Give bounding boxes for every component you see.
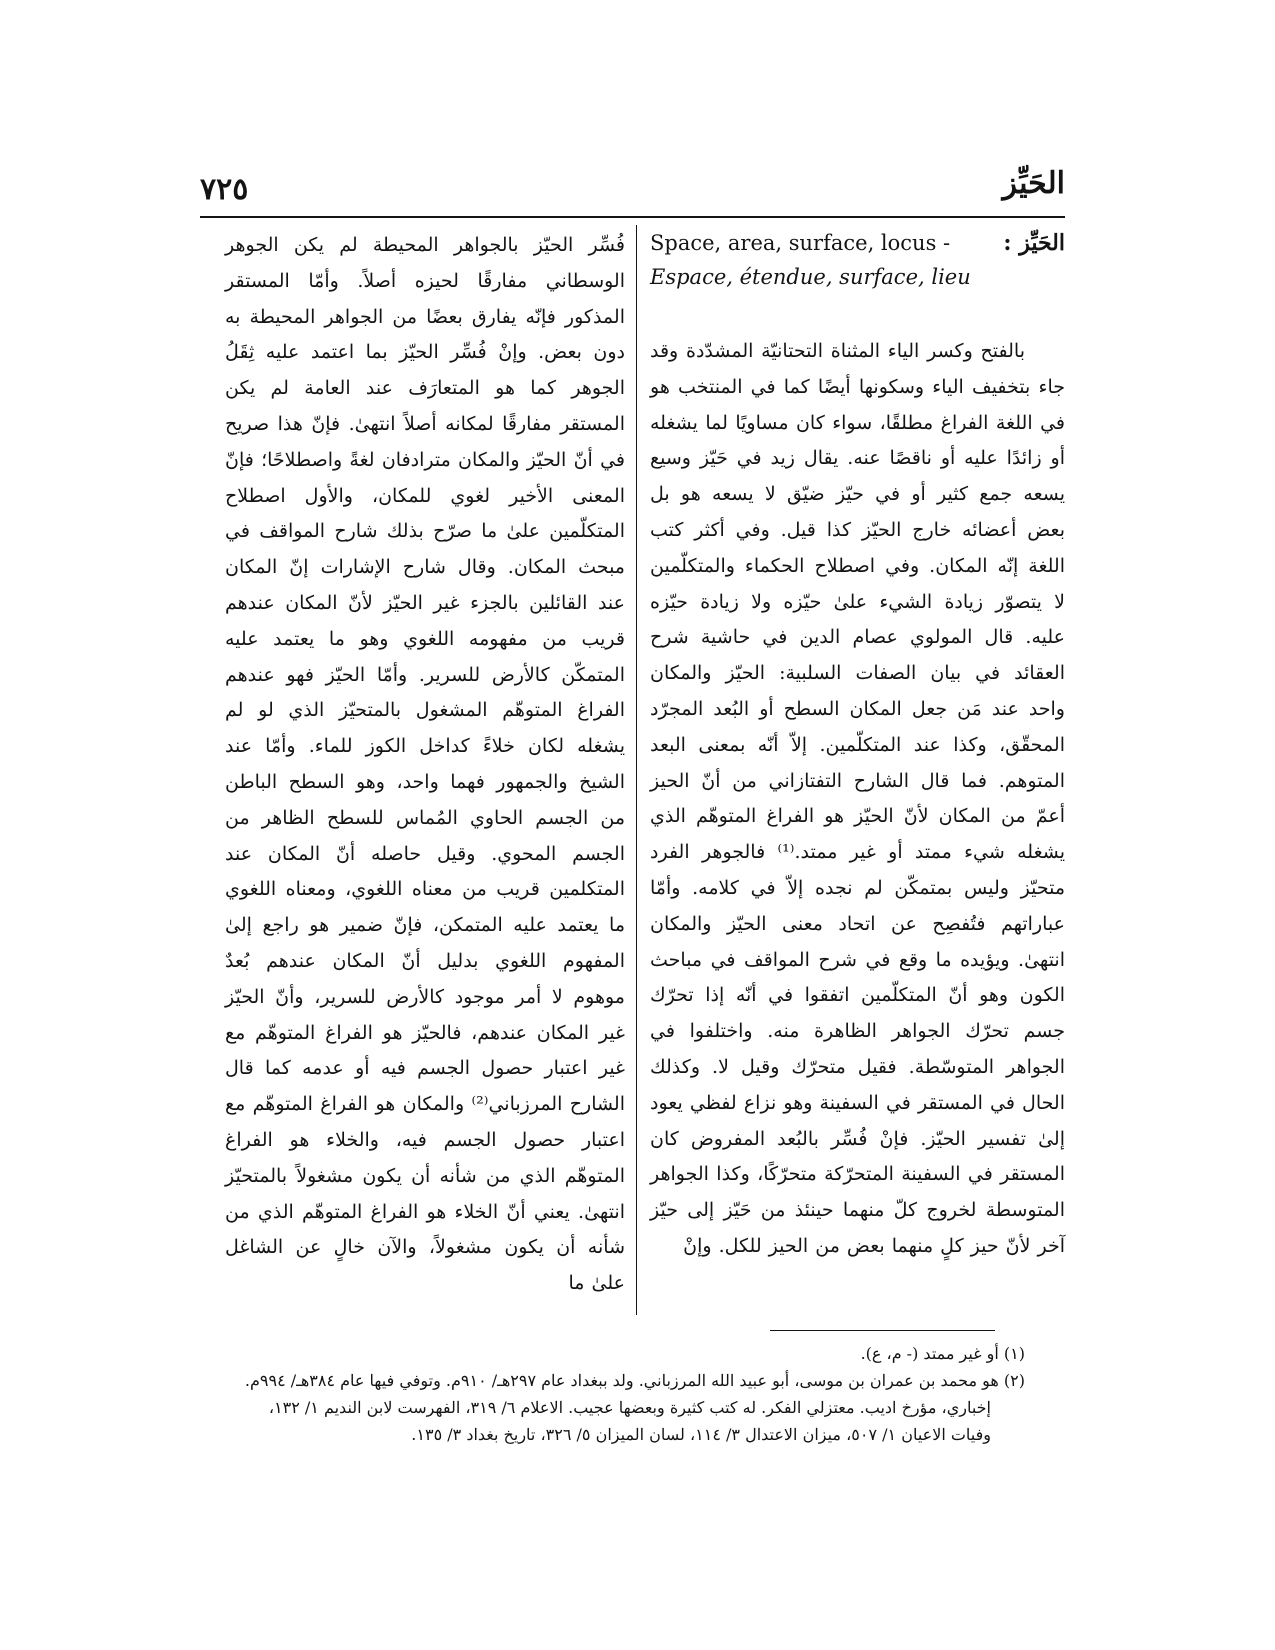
left-column bbox=[225, 228, 625, 1302]
entry-english: Space, area, surface, locus - bbox=[650, 231, 951, 255]
right-column bbox=[650, 228, 1065, 1265]
page-number: ٧٢٥ bbox=[200, 172, 249, 207]
footnote-1: (١) أو غير ممتد (- م، ع). bbox=[860, 1344, 1025, 1363]
footnote-2-cont: وفيات الاعيان ١/ ٥٠٧، ميزان الاعتدال ٣/ ١١٤، لسان الميزان ٥/ ٣٢٦، تاريخ بغداد ٣/ ١٣٥. bbox=[411, 1425, 991, 1444]
column-divider bbox=[636, 225, 637, 1315]
running-head: الحَيِّز bbox=[1002, 166, 1065, 201]
footnote-2-cont: إخباري، مؤرخ اديب. معتزلي الفكر. له كتب كثيرة وبعضها عجيب. الاعلام ٦/ ٣١٩، الفهرست لابن النديم ١/ ١٣٢، bbox=[268, 1398, 991, 1417]
right-column-text: بالفتح وكسر الياء المثناة التحتانيّة المشدّدة وقد جاء بتخفيف الياء وسكونها أيضًا كما في المنتخب هو في اللغة الفراغ مطلقًا، سواء كان مساويًا لما يشغله أو زائدًا عليه أو ناقصًا عنه. يقال زيد في حَيّز وسيع يسعه جمع كثير أو في حيّز ضيّق لا يسعه هو بل بعض أعضائه خارج الحيّز كذا قيل. وفي أكثر كتب اللغة إنّه المكان. وفي اصطلاح الحكماء والمتكلّمين لا يتصوّر زيادة الشيء علىٰ حيّزه ولا زيادة حيّزه عليه. قال المولوي عصام الدين في حاشية شرح العقائد في بيان الصفات السلبية: الحيّز والمكان واحد عند مَن جعل المكان السطح أو البُعد المجرّد المحقّق، وكذا عند المتكلّمين. إلاّ أنّه بمعنى البعد المتوهم. فما قال الشارح التفتازاني من أنّ الحيز أعمّ من المكان لأنّ الحيّز هو الفراغ المتوهّم الذي يشغله شيء ممتد أو غير ممتد.⁽¹⁾ فالجوهر الفرد متحيّز وليس بمتمكّن لم نجده إلاّ في كلامه. وأمّا عباراتهم فتُفصِح عن اتحاد معنى الحيّز والمكان انتهىٰ. ويؤيده ما وقع في شرح المواقف في مباحث الكون وهو أنّ المتكلّمين اتفقوا في أنّه إذا تحرّك جسم تحرّك الجواهر الظاهرة منه. واختلفوا في الجواهر المتوسّطة. فقيل متحرّك وقيل لا. وكذلك الحال في المستقر في السفينة وهو نزاع لفظي يعود إلىٰ تفسير الحيّز. فإنْ فُسِّر بالبُعد المفروض كان المستقر في السفينة المتحرّكة متحرّكًا، وكذا الجواهر المتوسطة لخروج كلّ منهما حينئذ من حَيّز إلى حيّز آخر لأنّ حيز كلٍ منهما بعض من الحيز للكل. وإنْ bbox=[650, 340, 1065, 1257]
footnote-rule bbox=[770, 1330, 995, 1331]
page-header bbox=[200, 160, 1065, 218]
header-rule bbox=[200, 216, 1065, 218]
entry-term: الحَيِّز : bbox=[1003, 230, 1065, 256]
entry-french: Espace, étendue, surface, lieu bbox=[650, 265, 971, 289]
left-column-text: فُسِّر الحيّز بالجواهر المحيطة لم يكن الجوهر الوسطاني مفارقًا لحيزه أصلاً. وأمّا المستقر المذكور فإنّه يفارق بعضًا من الجواهر المحيطة به دون بعض. وإنْ فُسِّر الحيّز بما اعتمد عليه ثِقَلُ الجوهر كما هو المتعارَف عند العامة لم يكن المستقر مفارقًا لمكانه أصلاً انتهىٰ. فإنّ هذا صريح في أنّ الحيّز والمكان مترادفان لغةً واصطلاحًا؛ فإنّ المعنى الأخير لغوي للمكان، والأول اصطلاح المتكلّمين علىٰ ما صرّح بذلك شارح المواقف في مبحث المكان. وقال شارح الإشارات إنّ المكان عند القائلين بالجزء غير الحيّز لأنّ المكان عندهم قريب من مفهومه اللغوي وهو ما يعتمد عليه المتمكّن كالأرض للسرير. وأمّا الحيّز فهو عندهم الفراغ المتوهّم المشغول بالمتحيّز الذي لو لم يشغله لكان خلاءً كداخل الكوز للماء. وأمّا عند الشيخ والجمهور فهما واحد، وهو السطح الباطن من الجسم الحاوي المُماس للسطح الظاهر من الجسم المحوي. وقيل حاصله أنّ المكان عند المتكلمين قريب من معناه اللغوي، ومعناه اللغوي ما يعتمد عليه المتمكن، فإنّ ضمير هو راجع إلىٰ المفهوم اللغوي بدليل أنّ المكان عندهم بُعدٌ موهوم لا أمر موجود كالأرض للسرير، وأنّ الحيّز غير المكان عندهم، فالحيّز هو الفراغ المتوهّم مع غير اعتبار حصول الجسم فيه أو عدمه كما قال الشارح المرزباني⁽²⁾ والمكان هو الفراغ المتوهّم مع اعتبار حصول الجسم فيه، والخلاء هو الفراغ المتوهّم الذي من شأنه أن يكون مشغولاً بالمتحيّز انتهىٰ. يعني أنّ الخلاء هو الفراغ المتوهّم الذي من شأنه أن يكون مشغولاً، والآن خالٍ عن الشاغل علىٰ ما bbox=[225, 234, 625, 1295]
footnote-2: (٢) هو محمد بن عمران بن موسى، أبو عبيد الله المرزباني. ولد ببغداد عام ٢٩٧هـ/ ٩١٠م. وتوفي فيها عام ٣٨٤هـ/ ٩٩٤م. bbox=[244, 1371, 1025, 1390]
footnotes bbox=[225, 1340, 1025, 1448]
entry-heading bbox=[650, 228, 1065, 292]
